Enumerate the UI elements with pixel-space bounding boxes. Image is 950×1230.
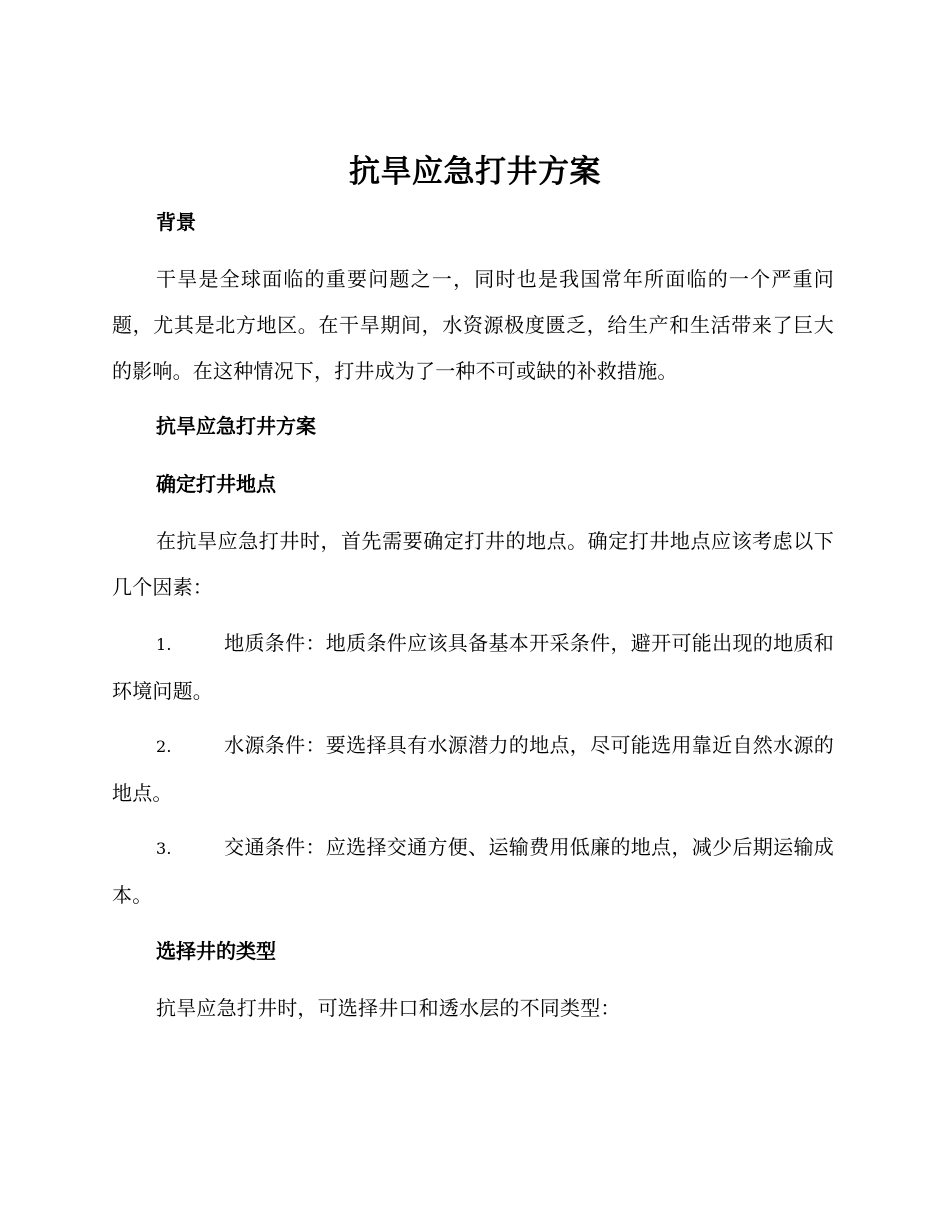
list-item [112,722,834,816]
section-heading-well-type: 选择井的类型 [156,939,276,963]
list-item-number: 2. [156,737,172,756]
page-title: 抗旱应急打井方案 [349,154,601,190]
paragraph-well-type: 抗旱应急打井时，可选择井口和透水层的不同类型： [156,996,621,1020]
paragraph-background: 干旱是全球面临的重要问题之一，同时也是我国常年所面临的一个严重问题，尤其是北方地区。在干旱期间，水资源极度匮乏，给生产和生活带来了巨大的影响。在这种情况下，打井成为了一种不可或缺的补救措施。 [112,267,834,383]
section-heading-background: 背景 [156,210,196,234]
list-item-number: 3. [156,839,172,858]
list-item-number: 1. [156,635,172,654]
list-item [112,824,834,918]
section-heading-plan: 抗旱应急打井方案 [156,414,316,438]
list-item-text: 交通条件：应选择交通方便、运输费用低廉的地点，减少后期运输成本。 [112,835,834,907]
paragraph-location-intro: 在抗旱应急打井时，首先需要确定打井的地点。确定打井地点应该考虑以下几个因素： [112,529,834,599]
section-heading-location: 确定打井地点 [156,472,276,496]
list-item [112,620,834,714]
list-item-text: 地质条件：地质条件应该具备基本开采条件，避开可能出现的地质和环境问题。 [112,631,834,703]
list-item-text: 水源条件：要选择具有水源潜力的地点，尽可能选用靠近自然水源的地点。 [112,733,834,805]
